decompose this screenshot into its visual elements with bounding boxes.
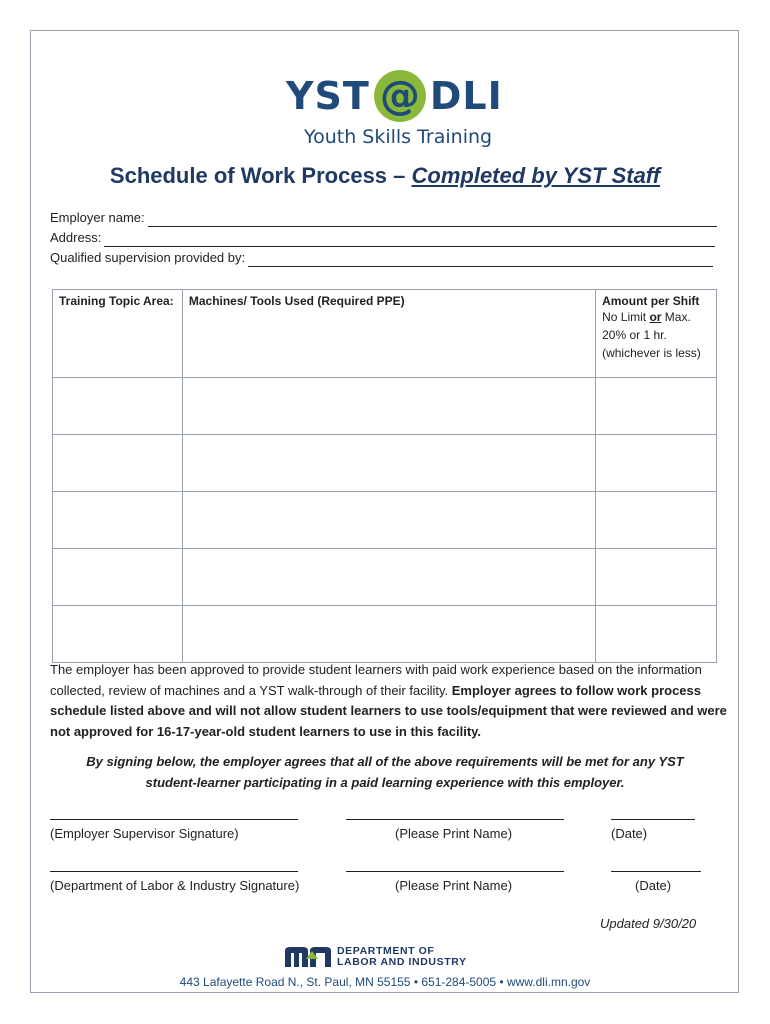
agreement-plain: The employer has been approved to provide student learners with paid work experience based on the information collected, review of machines and a YST walk-through of their facility. [50,662,702,698]
supervision-line[interactable] [248,253,713,267]
date-line-1[interactable] [611,819,695,820]
address-label: Address: [50,230,102,245]
date-label-2: (Date) [635,878,672,893]
signing-line-1: By signing below, the employer agrees that all of the above requirements will be met for any YST [86,754,684,769]
updated-date: Updated 9/30/20 [600,916,697,931]
topic-cell[interactable] [53,549,183,606]
print-name-line-1[interactable] [346,819,564,820]
topic-cell[interactable] [53,492,183,549]
department-line-1: DEPARTMENT OF [337,945,435,957]
logo-at-glyph: @ [379,73,420,119]
table-row [53,378,717,435]
logo-dli-text: DLI [429,74,503,118]
logo-tagline: Youth Skills Training [304,126,493,148]
signing-statement [60,752,710,793]
dli-signature-label: (Department of Labor & Industry Signature) [50,878,300,893]
amount-line-3: (whichever is less) [602,346,701,360]
agreement-bold: Employer agrees to follow work process schedule listed above and will not allow student learners to use tools/equipment that were reviewed and were not approved for 16-17-year-old student learners to use in this facility. [50,682,727,739]
header-training-topic: Training Topic Area: [53,290,183,378]
machines-cell[interactable] [182,378,595,435]
amount-cell[interactable] [596,378,717,435]
print-name-label-1: (Please Print Name) [395,826,513,841]
topic-cell[interactable] [53,606,183,663]
header-amount-per-shift [596,290,717,378]
employer-name-field[interactable] [50,209,717,227]
title-emphasis: Completed by YST Staff [411,163,661,188]
supervision-field[interactable] [50,249,713,267]
amount-line-1: No Limit or Max. [602,310,691,324]
employer-name-line[interactable] [148,213,717,227]
work-process-table [52,289,717,663]
table-header-row [53,290,717,378]
print-name-line-2[interactable] [346,871,564,872]
signing-line-2: student-learner participating in a paid learning experience with this employer. [145,774,625,790]
amount-cell[interactable] [596,549,717,606]
footer-address: 443 Lafayette Road N., St. Paul, MN 55155 • 651-284-5005 • www.dli.mn.gov [179,975,591,989]
header-machines-tools: Machines/ Tools Used (Required PPE) [182,290,595,378]
dli-signature-line[interactable] [50,871,298,872]
logo-yst-text: YST [286,74,370,118]
date-label-1: (Date) [611,826,648,841]
address-line[interactable] [104,233,715,247]
supervision-label: Qualified supervision provided by: [50,250,246,265]
machines-cell[interactable] [182,606,595,663]
page-title [0,163,770,189]
department-name [337,946,467,968]
print-name-label-2: (Please Print Name) [395,878,513,893]
topic-cell[interactable] [53,378,183,435]
amount-cell[interactable] [596,492,717,549]
date-line-2[interactable] [611,871,701,872]
department-line-2: LABOR AND INDUSTRY [337,956,467,968]
logo-at-circle [374,70,426,122]
machines-cell[interactable] [182,492,595,549]
dli-department-logo [285,945,467,969]
amount-cell[interactable] [596,606,717,663]
machines-cell[interactable] [182,549,595,606]
table-row [53,606,717,663]
machines-cell[interactable] [182,435,595,492]
employer-signature-line[interactable] [50,819,298,820]
amount-cell[interactable] [596,435,717,492]
employer-name-label: Employer name: [50,210,145,225]
table-row [53,492,717,549]
yst-dli-logo [286,70,503,155]
address-field[interactable] [50,229,715,247]
minnesota-mn-icon [285,947,331,967]
topic-cell[interactable] [53,435,183,492]
title-main: Schedule of Work Process – [109,163,412,188]
employer-signature-label: (Employer Supervisor Signature) [50,826,239,841]
table-row [53,435,717,492]
table-row [53,549,717,606]
agreement-paragraph [50,660,730,742]
amount-line-2: 20% or 1 hr. [602,328,667,342]
amount-header-label: Amount per Shift [602,294,700,308]
